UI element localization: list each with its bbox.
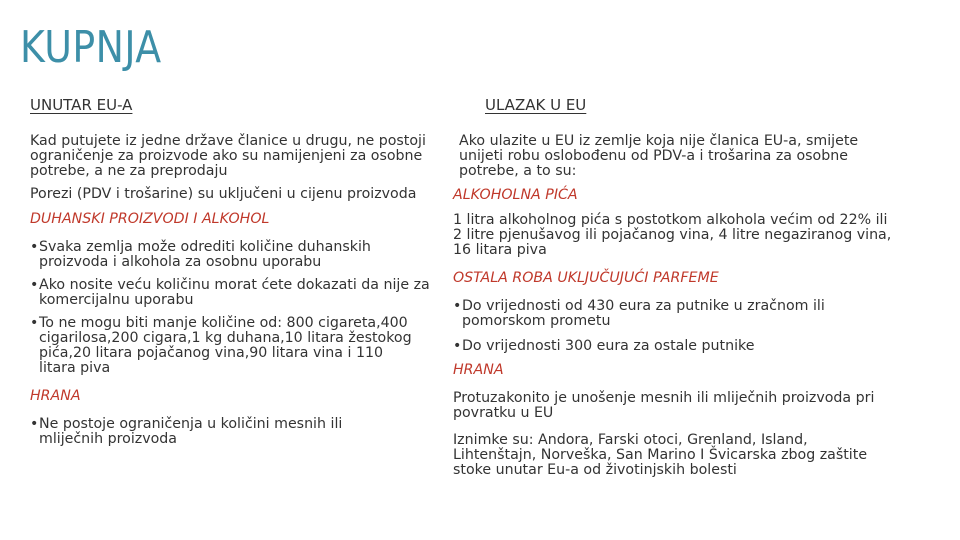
right-bullet-item <box>453 299 893 329</box>
right-exceptions-text: Iznimke su: Andora, Farski otoci, Grenland, Island, Lihtenštajn, Norveška, San Marino I Švicarska zbog zaštite stoke unutar Eu-a od životinjskih bolesti <box>453 432 868 478</box>
left-bullet-text: To ne mogu biti manje količine od: 800 cigareta,400 cigarilosa,200 cigara,1 kg duhana,10 litara žestokog pića,20 litara pojačanog vina,90 litara vina i 110 litara piva <box>39 315 412 376</box>
right-bullet-item <box>453 339 893 354</box>
right-subheading-food: HRANA <box>453 362 504 378</box>
right-column-heading: ULAZAK U EU <box>485 96 587 114</box>
right-column <box>453 96 893 484</box>
left-bullet-item <box>30 417 430 447</box>
left-bullet-item <box>30 278 430 308</box>
right-intro-text: Ako ulazite u EU iz zemlje koja nije članica EU-a, smijete unijeti robu oslobođenu od PDV-a i trošarina za osobne potrebe, a to su: <box>459 133 859 179</box>
right-subheading-other-goods: OSTALA ROBA UKLJUČUJUĆI PARFEME <box>453 270 719 286</box>
page-title: KUPNJA <box>20 22 162 73</box>
left-bullet-item <box>30 316 430 376</box>
bullet-dot: • <box>30 416 39 432</box>
bullet-dot: • <box>453 338 462 354</box>
right-bullet-text: Do vrijednosti 300 eura za ostale putnike <box>462 338 755 354</box>
bullet-dot: • <box>30 277 39 293</box>
left-column-heading: UNUTAR EU-A <box>30 96 133 114</box>
left-intro-text: Kad putujete iz jedne države članice u drugu, ne postoji ograničenje za proizvode ako su namijenjeni za osobne potrebe, a ne za preprodaju <box>30 133 426 179</box>
right-subheading-alcohol: ALKOHOLNA PIĆA <box>453 187 578 203</box>
left-subheading-food: HRANA <box>30 388 81 404</box>
left-bullet-item <box>30 240 430 270</box>
left-taxes-text: Porezi (PDV i trošarine) su uključeni u cijenu proizvoda <box>30 186 417 202</box>
right-bullet-text: Do vrijednosti od 430 eura za putnike u zračnom ili pomorskom prometu <box>462 298 825 329</box>
bullet-dot: • <box>30 239 39 255</box>
left-column <box>30 96 430 455</box>
right-food-text: Protuzakonito je unošenje mesnih ili mliječnih proizvoda pri povratku u EU <box>453 390 875 421</box>
right-alcohol-text: 1 litra alkoholnog pića s postotkom alkohola većim od 22% ili 2 litre pjenušavog ili pojačanog vina, 4 litre negaziranog vina, 16 litara piva <box>453 212 892 258</box>
left-bullet-text: Ne postoje ograničenja u količini mesnih ili mliječnih proizvoda <box>39 416 343 447</box>
left-subheading-tobacco-alcohol: DUHANSKI PROIZVODI I ALKOHOL <box>30 211 270 227</box>
left-bullet-text: Ako nosite veću količinu morat ćete dokazati da nije za komercijalnu uporabu <box>39 277 430 308</box>
left-bullet-text: Svaka zemlja može odrediti količine duhanskih proizvoda i alkohola za osobnu uporabu <box>39 239 371 270</box>
bullet-dot: • <box>453 298 462 314</box>
bullet-dot: • <box>30 315 39 331</box>
